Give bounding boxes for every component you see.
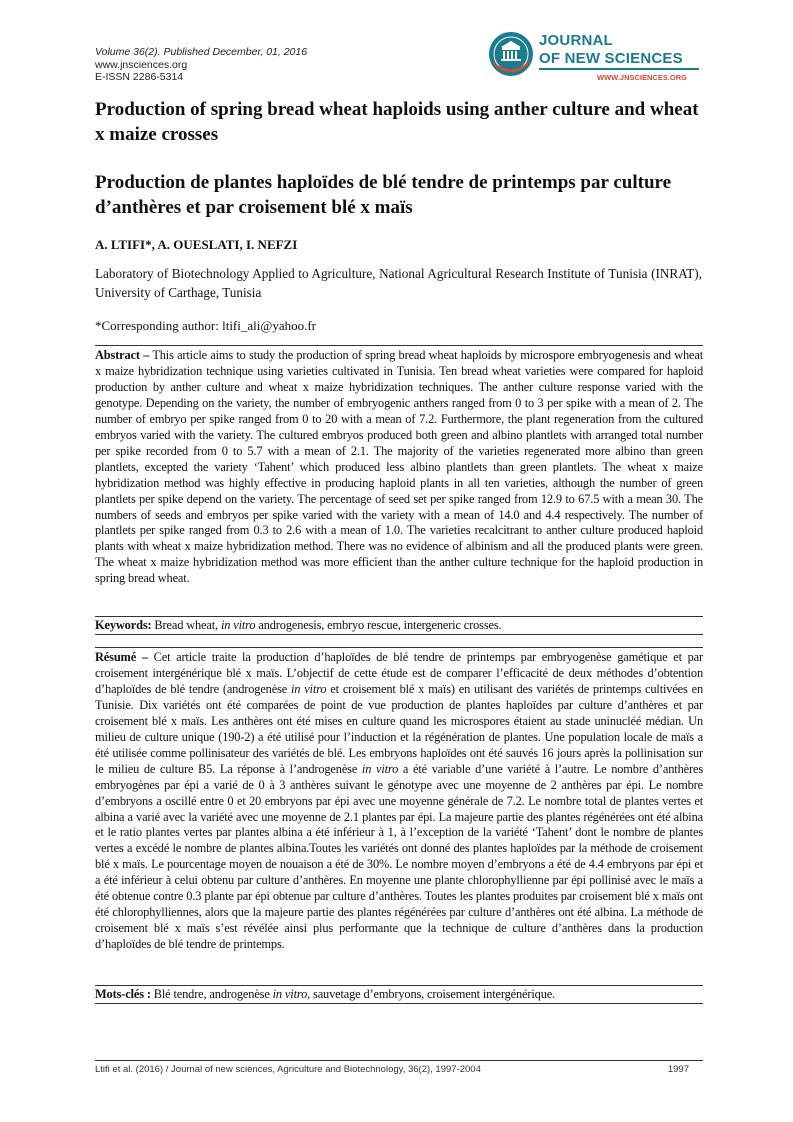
resume-body-3: a été variable d’une variété à l’autre. Le nombre d’anthères embryogènes par épi a varié de 0 à 3 anthères suivant le génotype avec une moyenne de 2 anthères par épi. Le nombre d’embryons a oscillé entre 0 et 20 embryons par épi avec une moyenne générale de 7.2. Le nombre total de plantes vertes et albina a varié avec la variété avec une moyenne de 2.1 plantes par épi. La majeure partie des plantes régénérées ont été albina et le ratio plantes vertes par plantes albina a été inférieur à 1, à l’exception de la variété ‘Tahent’ dont le nombre de plantes vertes a excédé le nombre de plantes albina.Toutes les variétés ont donné des plantes haploïdes par la méthode de croisement blé x maïs. Le pourcentage moyen de nouaison a été de 30%. Le nombre moyen d’embryons a été de 4.4 embryons par épi et a été inférieur à celui obtenu par culture d’anthères. En moyenne une plante chlorophyllienne par épi pollinisé avec le maïs a été obtenue contre 0.3 plante par épi obtenue par culture d’anthères. Toutes les plantes produites par croisement blé x maïs ont été chlorophylliennes, alors que la majeure partie des plantes régénérées par culture d’anthères ont été albina. La méthode de croisement blé x maïs s’est révélée ainsi plus performante que la technique de culture d’anthères dans la production d’haploïdes de blé tendre de printemps. bbox=[95, 761, 703, 952]
resume-section bbox=[95, 647, 703, 1004]
logo-url: WWW.JNSCIENCES.ORG bbox=[597, 73, 688, 82]
affiliation: Laboratory of Biotechnology Applied to Agriculture, National Agricultural Research Institute of Tunisia (INRAT), University of Carthage, Tunisia bbox=[95, 266, 702, 300]
footer-citation: Ltifi et al. (2016) / Journal of new sciences, Agriculture and Biotechnology, 36(2), 1997-2004 bbox=[95, 1064, 481, 1075]
keywords-label: Keywords: bbox=[95, 618, 152, 632]
mots-cles-label: Mots-clés : bbox=[95, 987, 151, 1001]
corresponding-author: *Corresponding author: ltifi_ali@yahoo.fr bbox=[95, 318, 317, 333]
abstract-label: Abstract – bbox=[95, 348, 150, 362]
resume-text bbox=[95, 650, 703, 953]
authors: A. LTIFI*, A. OUESLATI, I. NEFZI bbox=[95, 237, 298, 252]
abstract-section bbox=[95, 345, 703, 635]
journal-seal-icon bbox=[487, 30, 535, 78]
resume-body-1: Cet article traite la production d’haploïdes de blé tendre de printemps par embryogenèse gamétique et par croisement intergénérique blé x maïs. L’objectif de cette étude est de comparer l’efficacité de deux méthodes d’obtention d’haploïdes de blé tendre (androgenèse bbox=[95, 650, 703, 696]
page-number: 1997 bbox=[667, 1064, 689, 1075]
resume-label: Résumé – bbox=[95, 650, 148, 664]
abstract-body: This article aims to study the production of spring bread wheat haploids by microspore embryogenesis and wheat x maize hybridization technique using varieties cultivated in Tunisia. Ten bread wheat varieties were compared for haploid production by anther culture and wheat x maize hybridization techniques. The anther culture response varied with the genotype. Depending on the variety, the number of embryogenic anthers ranged from 0 to 3 per spike with a mean of 2. The number of embryo per spike ranged from 0 to 20 with a mean of 7.2. Furthermore, the plant regeneration from the cultured embryos varied with the variety. The cultured embryos produced both green and albino plantlets with arranged total number per spike recorded from 0 to 5.7 with a mean of 2.1. The majority of the varieties regenerated more albino than green plantlets, excepted the variety ‘Tahent’ which produced less albino plantlets than green plantlets. The wheat x maize hybridization method was highly effective in producing haploid plants in all ten varieties, although the number of green plantlets per spike depend on the variety. The percentage of seed set per spike ranged from 12.9 to 67.5 with a mean 30. The numbers of seeds and embryos per spike varied with the variety with a mean of 14.0 and 4.4 respectively. The number of plantlets per spike ranged from 0.3 to 2.6 with a mean of 1.0. The varieties recalcitrant to anther culture produced haploid plants with wheat x maize hybridization method. There was no evidence of albinism and all the produced plants were green. The wheat x maize hybridization method was more efficient than the anther culture technique for the haploid production in spring bread wheat. bbox=[95, 348, 704, 586]
mots-cles-italic: in vitro bbox=[272, 987, 308, 1001]
eissn: E-ISSN 2286-5314 bbox=[95, 71, 184, 83]
keywords-part2: androgenesis, embryo rescue, intergeneric crosses. bbox=[255, 618, 502, 632]
logo-line1: JOURNAL bbox=[539, 32, 613, 49]
volume-info: Volume 36(2). Published December, 01, 2016 bbox=[95, 46, 308, 58]
footer-divider bbox=[95, 1060, 703, 1061]
resume-body-2: et croisement blé x maïs) en utilisant des variétés de printemps cultivées en Tunisie. Dix variétés ont été comparées de point de vue production de plantes haploïdes par culture d’anthères et par croisement blé x maïs. Les anthères ont été mises en culture quand les microspores étaient au stade uninucléé médian. Un milieu de culture unique (190-2) a été utilisé pour l’induction et la régénération de plantes. Une population locale de maïs a été utilisée comme pollinisateur des variétés de blé. Les embryons haploïdes ont été sauvés 16 jours après la pollinisation sur le milieu de culture B5. La réponse à l’androgenèse bbox=[95, 681, 703, 776]
journal-logo bbox=[487, 30, 702, 88]
title-english: Production of spring bread wheat haploids using anther culture and wheat x maize crosses bbox=[95, 99, 699, 145]
mots-cles bbox=[95, 985, 703, 1002]
mots-cles-part1: Blé tendre, androgenèse bbox=[150, 987, 273, 1001]
footer bbox=[95, 1064, 703, 1075]
mots-cles-part2: , sauvetage d’embryons, croisement intergénérique. bbox=[307, 987, 556, 1001]
abstract-text bbox=[95, 348, 703, 587]
resume-italic-1: in vitro bbox=[290, 681, 327, 696]
keywords-italic: in vitro bbox=[220, 618, 256, 632]
title-french: Production de plantes haploïdes de blé tendre de printemps par culture d’anthères et par croisement blé x maïs bbox=[95, 172, 672, 218]
logo-divider bbox=[539, 68, 699, 70]
journal-meta bbox=[95, 46, 307, 84]
logo-line2: OF NEW SCIENCES bbox=[539, 50, 683, 67]
resume-italic-2: in vitro bbox=[361, 761, 399, 776]
keywords-part1: Bread wheat, bbox=[151, 618, 221, 632]
journal-website: www.jnsciences.org bbox=[95, 58, 188, 71]
keywords bbox=[95, 616, 703, 633]
